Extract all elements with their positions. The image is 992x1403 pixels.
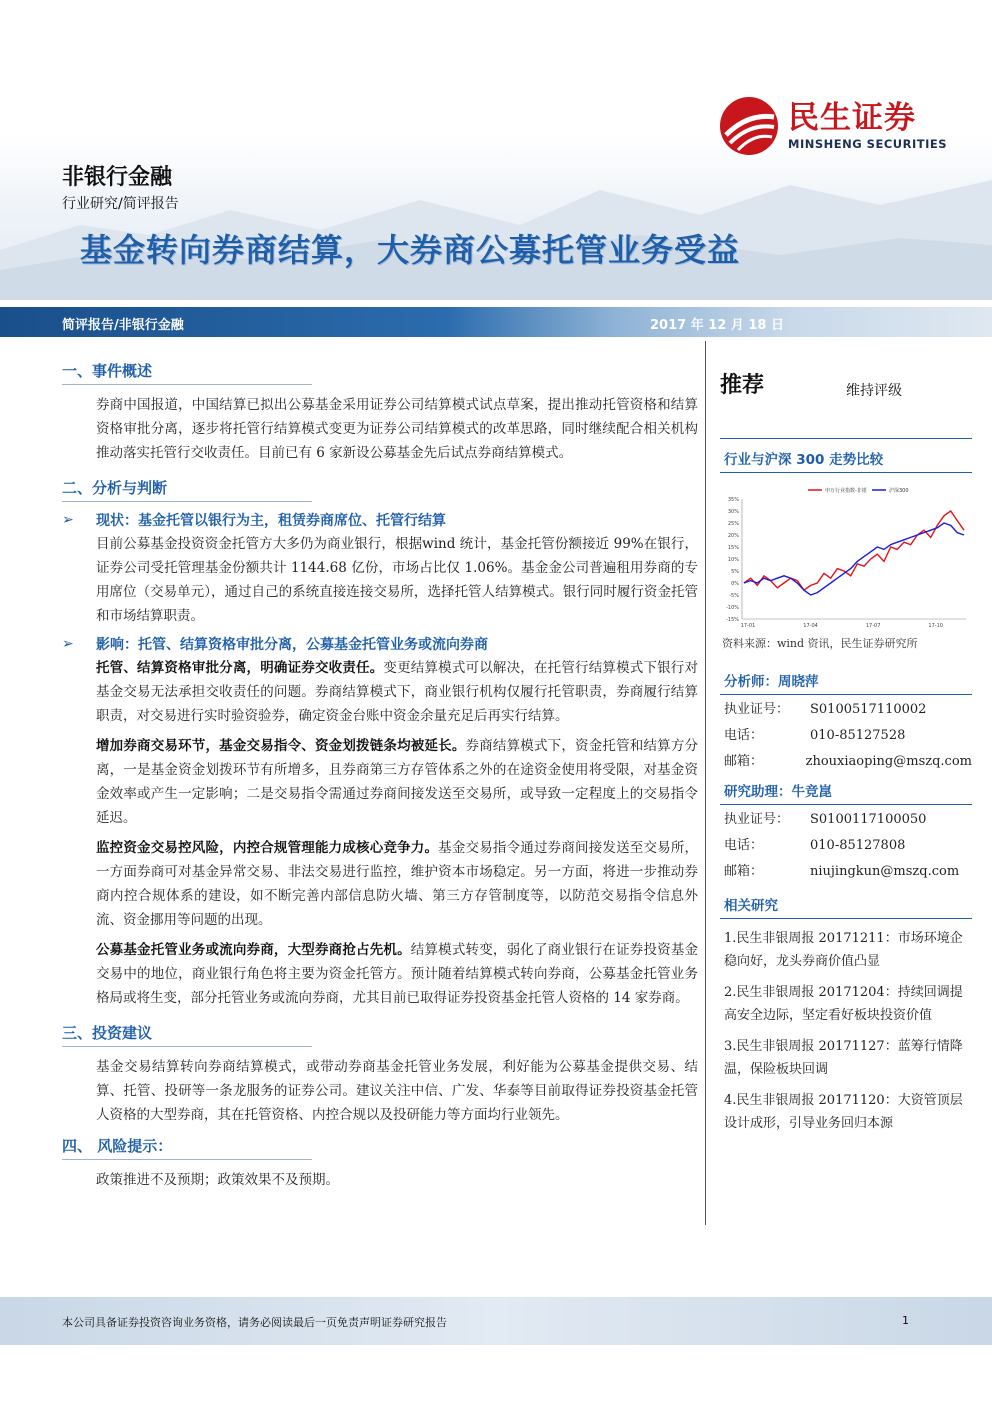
- related-item[interactable]: 4.民生非银周报 20171120：大资管顶层设计成形，引导业务回归本源: [724, 1093, 963, 1131]
- bullet-status: [62, 510, 698, 530]
- info-bar: [0, 307, 992, 337]
- brand-logo: [718, 95, 947, 157]
- impact-paragraph-3: [62, 836, 698, 932]
- impact-2-text: 券商结算模式下，资金托管和结算方分离，一是基金资金划拨环节有所增多，且券商第三方存管体系之外的在途资金使用将受限，对基金资金效率或产生一定影响；二是交易指令需通过券商间接发送至交易所，或导致一定程度上的交易指令延迟。: [96, 738, 699, 826]
- y-tick-label: -15%: [726, 617, 739, 623]
- bullet-impact-text: 影响：托管、结算资格审批分离，公募基金托管业务或流向券商: [96, 637, 488, 653]
- page-number: 1: [902, 1314, 909, 1327]
- analyst-email: [720, 749, 972, 775]
- report-date: 2017 年 12 月 18 日: [650, 318, 784, 333]
- impact-paragraph-4: [62, 938, 698, 1010]
- page-footer: [0, 1297, 992, 1345]
- related-item[interactable]: 3.民生非银周报 20171127：蓝筹行情降温，保险板块回调: [724, 1039, 963, 1077]
- footer-disclaimer: 本公司具备证券投资咨询业务资格，请务必阅读最后一页免责声明证券研究报告: [62, 1316, 447, 1329]
- analyst-license: [720, 697, 972, 723]
- risk-paragraph: 政策推进不及预期；政策效果不及预期。: [96, 1172, 339, 1188]
- section-title-advice: 三、投资建议: [62, 1022, 312, 1047]
- rating-note: 维持评级: [846, 383, 902, 399]
- column-divider: [705, 341, 706, 1225]
- phone-value: 010-85127808: [810, 838, 906, 853]
- main-column: [62, 360, 698, 1192]
- license-value: S0100117100050: [810, 812, 927, 827]
- impact-1-text: 变更结算模式可以解决，在托管行结算模式下银行对基金交易无法承担交收责任的问题。券商结算模式下，商业银行机构仅履行托管职责，券商履行结算职责，对交易进行实时验资验券，确定资金台账中资金余量充足后再实行结算。: [96, 660, 698, 724]
- y-tick-label: 5%: [731, 569, 739, 575]
- impact-1-lead: 托管、结算资格审批分离，明确证券交收责任。: [96, 660, 384, 676]
- section-title-risk: 四、 风险提示：: [62, 1135, 312, 1160]
- related-list: [720, 923, 972, 1139]
- advice-paragraph: 基金交易结算转向券商结算模式，或带动券商基金托管业务发展，利好能为公募基金提供交易、结算、托管、投研等一条龙服务的证券公司。建议关注中信、广发、华泰等目前取得证券投资基金托管人资格的大型券商，其在托管资格、内控合规以及投研能力等方面均行业领先。: [96, 1059, 698, 1123]
- y-tick-label: 20%: [727, 533, 739, 539]
- impact-4-text: 结算模式转变，弱化了商业银行在证券投资基金交易中的地位，商业银行角色将主要为资金托管方。预计随着结算模式转向券商，公募基金托管业务格局或将生变，部分托管业务或流向券商，尤其目前已取得证券投资基金托管人资格的 14 家券商。: [96, 942, 699, 1006]
- report-type: 行业研究/简评报告: [62, 196, 179, 212]
- assistant-license: [720, 807, 972, 833]
- assistant-heading: 研究助理：牛竞崑: [720, 777, 972, 805]
- y-tick-label: 15%: [727, 545, 739, 551]
- related-item[interactable]: 2.民生非银周报 20171204：持续回调提高安全边际，坚定看好板块投资价值: [724, 985, 963, 1023]
- assistant-info: [720, 807, 972, 885]
- license-value: S0100517110002: [810, 702, 927, 717]
- assistant-email: [720, 859, 972, 885]
- email-value[interactable]: niujingkun@mszq.com: [810, 864, 960, 879]
- y-tick-label: 0%: [731, 581, 739, 587]
- logo-emblem-icon: [718, 95, 780, 157]
- y-tick-label: -10%: [726, 605, 739, 611]
- arrow-icon: ➢: [62, 512, 74, 528]
- analyst-heading: 分析师：周晓萍: [720, 667, 972, 695]
- x-tick-label: 17-07: [865, 623, 881, 629]
- status-paragraph: 目前公募基金投资资金托管方大多仍为商业银行，根据wind 统计，基金托管份额接近 99%在银行，证券公司受托管理基金份额共计 1144.68 亿份，市场占比仅 1.06%。基金金公司普遍租用券商的专用席位（交易单元），通过自己的系统直接连接交易所，选择托管人结算模式。银行同时履行资金托管和市场结算职责。: [96, 536, 698, 624]
- chart-heading: 行业与沪深 300 走势比较: [720, 445, 972, 473]
- bullet-status-text: 现状：基金托管以银行为主，租赁券商席位、托管行结算: [96, 513, 446, 529]
- related-heading: 相关研究: [720, 891, 972, 919]
- brand-name-en: MINSHENG SECURITIES: [788, 137, 947, 151]
- email-label: 邮箱：: [724, 754, 764, 769]
- y-tick-label: 30%: [727, 509, 739, 515]
- sector-label: 非银行金融: [62, 165, 173, 190]
- y-tick-label: 25%: [727, 521, 739, 527]
- y-tick-label: 10%: [727, 557, 739, 563]
- rating-block: [720, 368, 972, 406]
- phone-label: 电话：: [724, 838, 764, 853]
- legend-label: 申万行业指数-非银: [825, 488, 867, 494]
- impact-4-lead: 公募基金托管业务或流向券商，大型券商抢占先机。: [96, 942, 411, 958]
- page-title: 基金转向券商结算，大券商公募托管业务受益: [80, 231, 741, 269]
- impact-2-lead: 增加券商交易环节，基金交易指令、资金划拨链条均被延长。: [96, 738, 466, 754]
- license-label: 执业证号：: [724, 702, 790, 717]
- event-paragraph: 券商中国报道，中国结算已拟出公募基金采用证券公司结算模式试点草案，提出推动托管资格和结算资格审批分离，逐步将托管行结算模式变更为证券公司结算模式的改革思路，同时继续配合相关机构推动落实托管行交收责任。目前已有 6 家新设公募基金先后试点券商结算模式。: [96, 397, 698, 461]
- email-label: 邮箱：: [724, 864, 764, 879]
- analyst-info: [720, 697, 972, 775]
- section-title-event: 一、事件概述: [62, 360, 312, 385]
- legend-label: 沪深300: [889, 488, 909, 494]
- trend-chart-svg: [720, 481, 972, 631]
- arrow-icon: ➢: [62, 636, 74, 652]
- phone-label: 电话：: [724, 728, 764, 743]
- chart-source: 资料来源：wind 资讯，民生证券研究所: [722, 637, 918, 650]
- x-tick-label: 17-10: [928, 623, 943, 629]
- impact-paragraph-2: [62, 734, 698, 830]
- impact-3-lead: 监控资金交易控风险，内控合规管理能力成核心竞争力。: [96, 840, 439, 856]
- section-title-analysis: 二、分析与判断: [62, 477, 312, 502]
- y-tick-label: 35%: [727, 497, 739, 503]
- email-value[interactable]: zhouxiaoping@mszq.com: [805, 754, 972, 769]
- phone-value: 010-85127528: [810, 728, 906, 743]
- analyst-phone: [720, 723, 972, 749]
- impact-paragraph-1: [62, 656, 698, 728]
- bullet-impact: [62, 634, 698, 654]
- x-tick-label: 17-01: [740, 623, 756, 629]
- related-item[interactable]: 1.民生非银周报 20171211：市场环境企稳向好，龙头券商价值凸显: [724, 931, 963, 969]
- sidebar: [720, 368, 972, 1139]
- series-line-1: [744, 523, 964, 595]
- rating-value: 推荐: [720, 373, 765, 398]
- impact-3-text: 基金交易指令通过券商间接发送至交易所，一方面券商可对基金异常交易、非法交易进行监控，维护资本市场稳定。另一方面，将进一步推动券商内控合规体系的建设，如不断完善内部信息防火墙、第三方存管制度等，以防范交易指令信息外流、资金挪用等问题的出现。: [96, 840, 699, 928]
- license-label: 执业证号：: [724, 812, 790, 827]
- trend-chart: [720, 481, 972, 631]
- assistant-phone: [720, 833, 972, 859]
- brand-name-cn: 民生证券: [788, 100, 916, 136]
- y-tick-label: -5%: [729, 593, 739, 599]
- x-tick-label: 17-04: [803, 623, 818, 629]
- report-category: 简评报告/非银行金融: [62, 318, 184, 333]
